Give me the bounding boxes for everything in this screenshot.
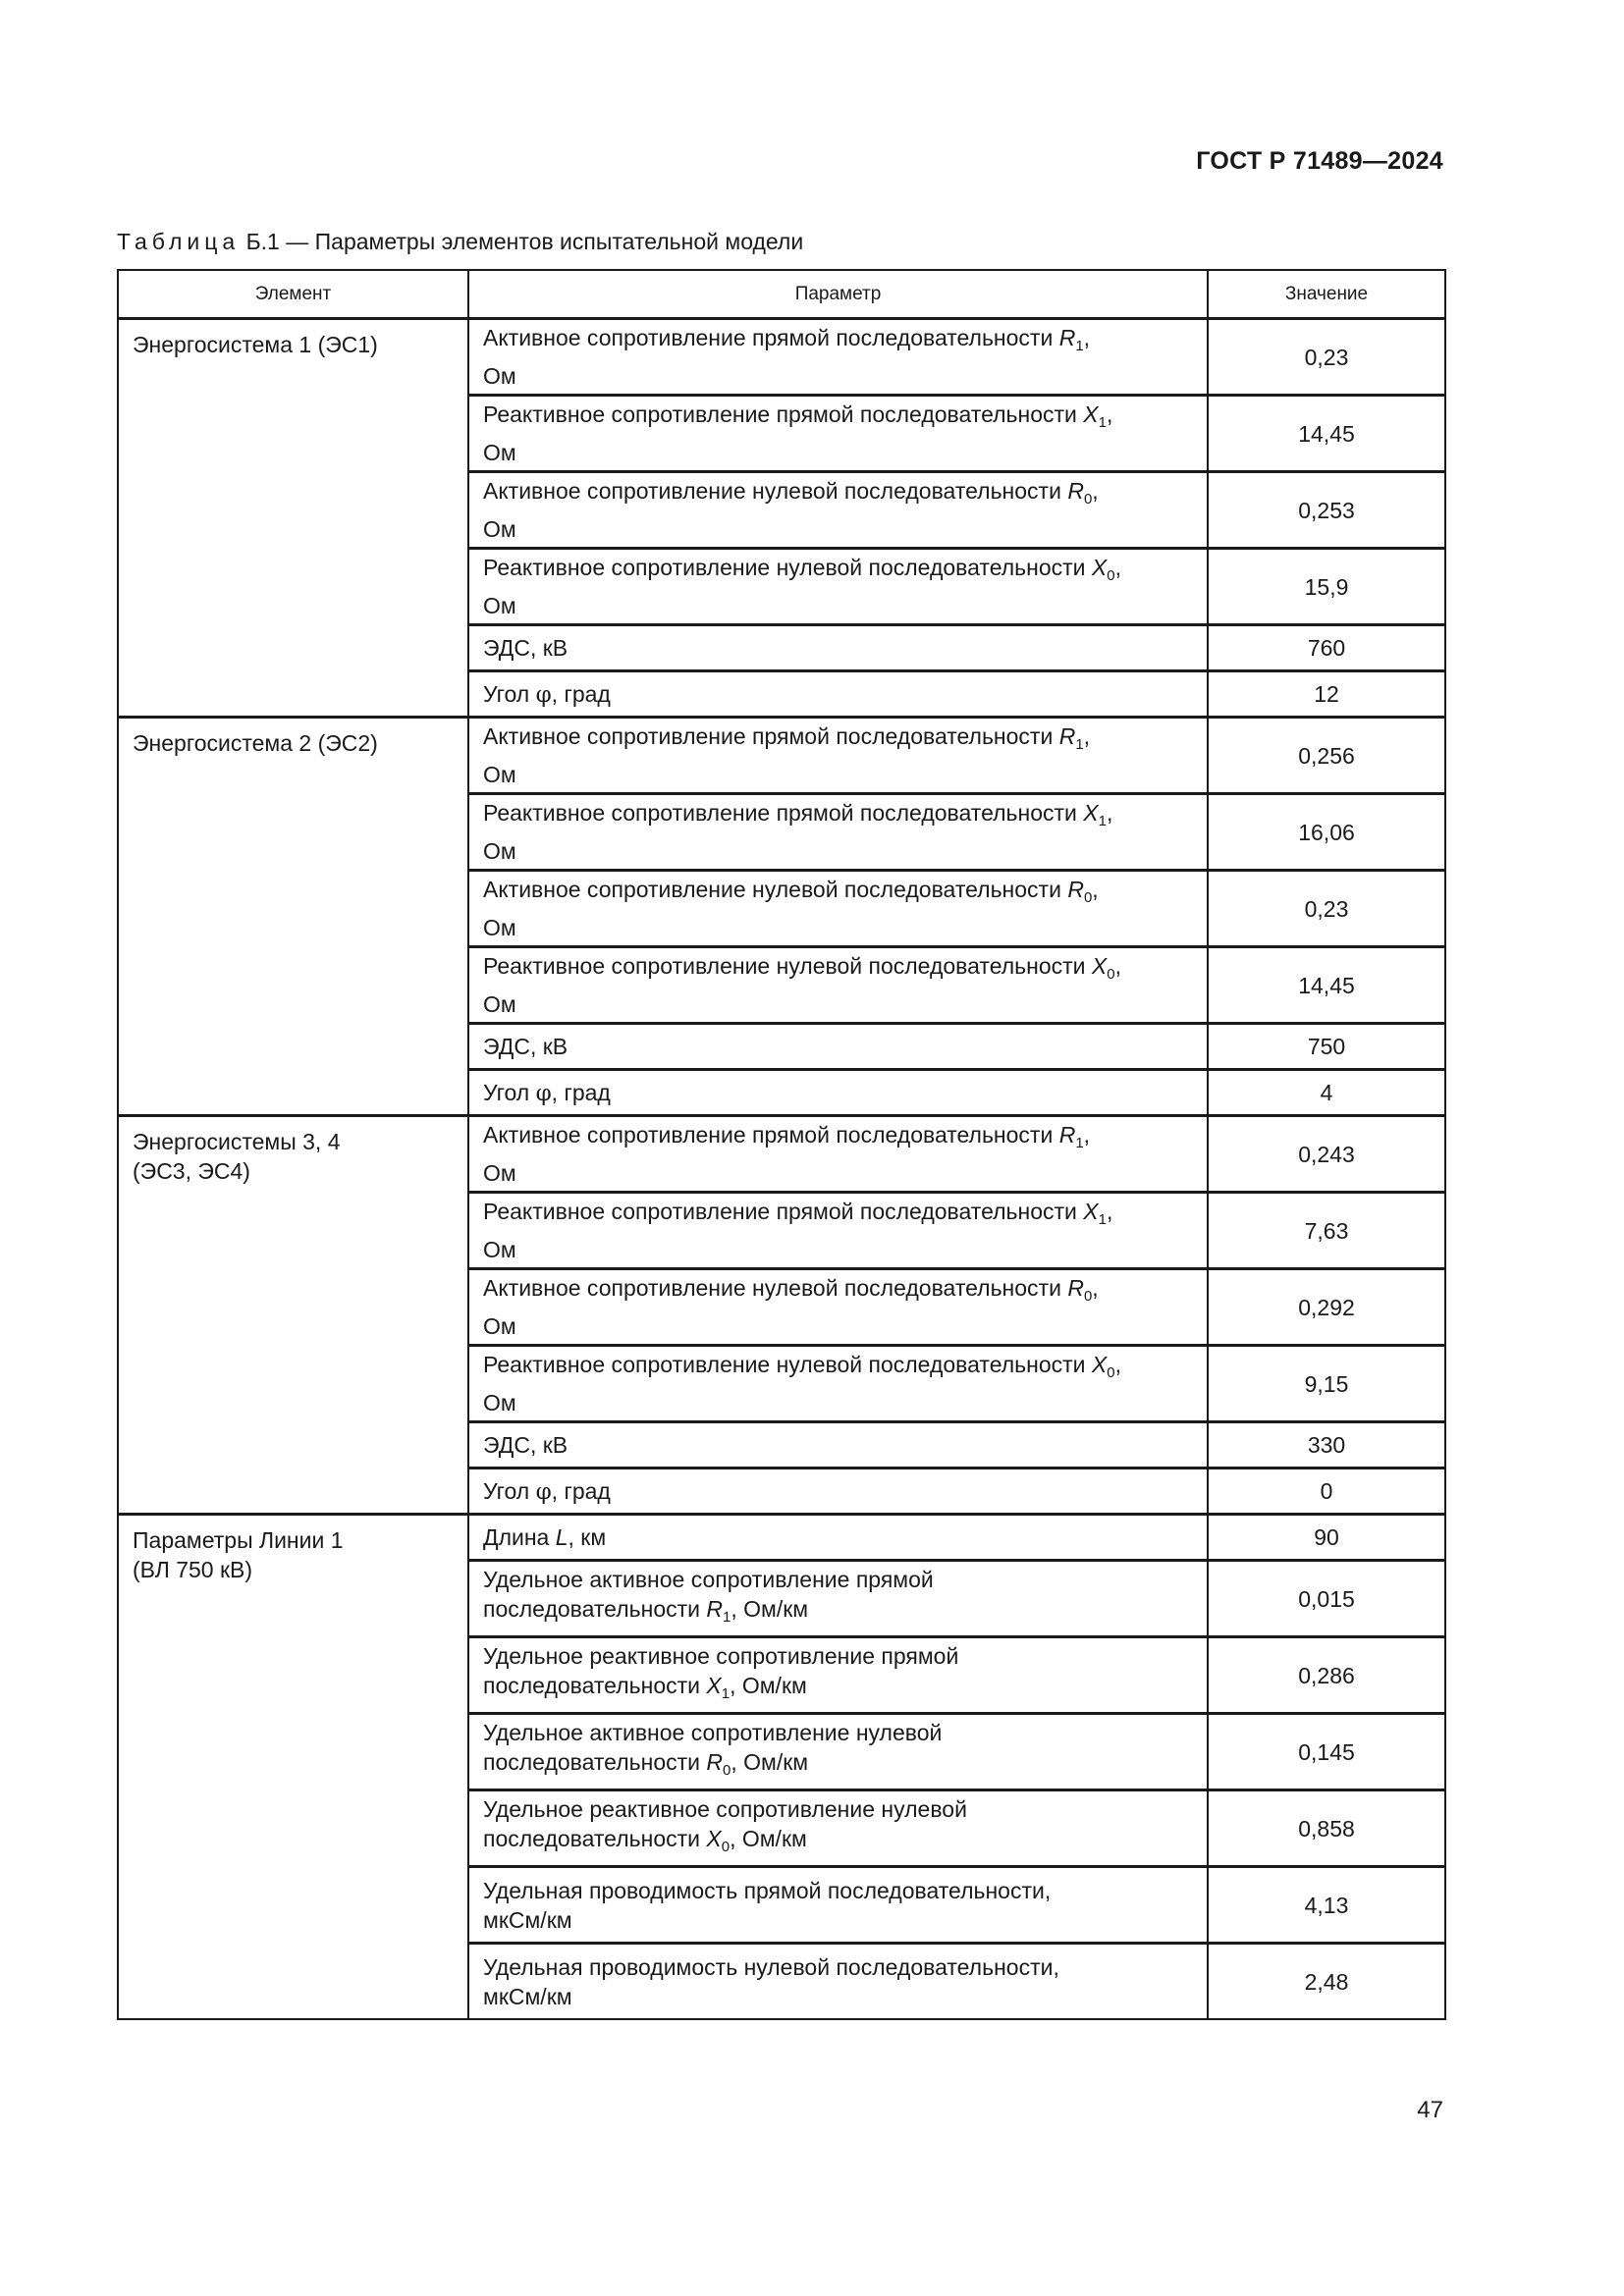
parameter-text: Удельное активное сопротивление нулевой bbox=[483, 1720, 943, 1745]
value-cell: 0,23 bbox=[1208, 319, 1445, 396]
parameter-suffix: , км bbox=[568, 1524, 607, 1550]
parameter-symbol: L bbox=[555, 1524, 568, 1550]
parameter-cell bbox=[468, 947, 1208, 1024]
parameter-greek-symbol: φ bbox=[535, 1080, 552, 1106]
parameter-text: Активное сопротивление прямой последовательности bbox=[483, 723, 1059, 749]
parameter-subscript: 1 bbox=[1075, 338, 1084, 354]
parameter-subscript: 0 bbox=[1107, 966, 1115, 983]
parameter-suffix: , bbox=[1114, 555, 1121, 580]
parameter-unit: , Ом/км bbox=[730, 1826, 807, 1851]
parameter-cell bbox=[468, 319, 1208, 396]
value-cell: 0,256 bbox=[1208, 718, 1445, 794]
parameter-symbol: X bbox=[1083, 401, 1099, 427]
column-header-parameter: Параметр bbox=[468, 270, 1208, 319]
parameter-symbol: X bbox=[1091, 555, 1108, 580]
parameter-text: Реактивное сопротивление нулевой последовательности bbox=[483, 953, 1092, 979]
parameter-text: Удельное реактивное сопротивление прямой bbox=[483, 1643, 959, 1669]
element-cell bbox=[118, 718, 468, 1116]
parameter-text: Активное сопротивление нулевой последовательности bbox=[483, 877, 1068, 902]
parameter-cell bbox=[468, 1714, 1208, 1790]
parameter-text: Удельное реактивное сопротивление нулевой bbox=[483, 1796, 967, 1822]
table-header bbox=[118, 270, 1445, 319]
table-caption-prefix: Таблица bbox=[117, 229, 241, 254]
parameter-unit: Ом bbox=[483, 838, 516, 864]
parameter-cell bbox=[468, 1269, 1208, 1346]
value-cell: 760 bbox=[1208, 625, 1445, 671]
parameter-symbol: R bbox=[1067, 478, 1084, 504]
element-name: Энергосистема 1 (ЭС1) bbox=[133, 332, 378, 357]
parameter-subscript: 0 bbox=[1107, 1364, 1115, 1381]
parameter-subscript: 0 bbox=[723, 1762, 731, 1779]
parameter-unit: Ом bbox=[483, 762, 516, 787]
parameter-subscript: 1 bbox=[1075, 736, 1084, 753]
parameter-text: Реактивное сопротивление нулевой последовательности bbox=[483, 1352, 1092, 1377]
element-name: Энергосистемы 3, 4 bbox=[133, 1129, 341, 1154]
value-cell: 90 bbox=[1208, 1515, 1445, 1561]
value-cell: 7,63 bbox=[1208, 1193, 1445, 1269]
value-cell: 14,45 bbox=[1208, 947, 1445, 1024]
parameter-cell bbox=[468, 1070, 1208, 1116]
parameter-text: ЭДС, кВ bbox=[483, 635, 568, 661]
element-cell bbox=[118, 1116, 468, 1515]
parameter-unit: , Ом/км bbox=[731, 1749, 809, 1775]
parameter-text: Угол bbox=[483, 1079, 536, 1105]
table-row bbox=[118, 319, 1445, 396]
value-cell: 0,286 bbox=[1208, 1637, 1445, 1714]
parameter-symbol: X bbox=[1091, 953, 1108, 979]
parameter-cell bbox=[468, 1637, 1208, 1714]
parameter-unit: Ом bbox=[483, 593, 516, 618]
parameter-text: Реактивное сопротивление нулевой последовательности bbox=[483, 555, 1092, 580]
value-cell: 15,9 bbox=[1208, 549, 1445, 625]
parameter-suffix: , bbox=[1114, 953, 1121, 979]
parameter-cell bbox=[468, 472, 1208, 549]
value-cell: 12 bbox=[1208, 671, 1445, 718]
parameter-subscript: 1 bbox=[1098, 813, 1107, 829]
parameter-subscript: 1 bbox=[1098, 414, 1107, 431]
parameter-text: Удельное активное сопротивление прямой bbox=[483, 1567, 934, 1592]
parameter-symbol: X bbox=[706, 1673, 722, 1698]
parameter-symbol: R bbox=[1067, 1275, 1084, 1301]
document-code: ГОСТ Р 71489—2024 bbox=[1196, 147, 1443, 175]
parameter-suffix: , bbox=[1114, 1352, 1121, 1377]
parameter-unit: Ом bbox=[483, 915, 516, 940]
parameter-cell bbox=[468, 1790, 1208, 1867]
table-header-row bbox=[118, 270, 1445, 319]
parameter-suffix: , bbox=[1106, 1199, 1113, 1224]
table-caption bbox=[117, 229, 803, 255]
value-cell: 2,48 bbox=[1208, 1944, 1445, 2020]
parameter-greek-symbol: φ bbox=[535, 681, 552, 708]
parameter-text-line2: последовательности bbox=[483, 1749, 707, 1775]
parameter-symbol: R bbox=[1067, 877, 1084, 902]
parameter-cell bbox=[468, 671, 1208, 718]
parameter-subscript: 0 bbox=[1083, 491, 1093, 507]
parameter-cell bbox=[468, 625, 1208, 671]
parameter-text: Активное сопротивление прямой последовательности bbox=[483, 325, 1059, 350]
parameter-cell bbox=[468, 871, 1208, 947]
parameter-greek-symbol: φ bbox=[535, 1478, 552, 1505]
parameter-cell bbox=[468, 1867, 1208, 1944]
table-row bbox=[118, 718, 1445, 794]
element-name-line2: (ЭС3, ЭС4) bbox=[133, 1158, 250, 1184]
parameter-symbol: X bbox=[706, 1826, 722, 1851]
parameter-cell bbox=[468, 1515, 1208, 1561]
parameter-text-line2: последовательности bbox=[483, 1673, 707, 1698]
parameter-unit: Ом bbox=[483, 1237, 516, 1262]
parameter-suffix: , bbox=[1092, 478, 1099, 504]
parameter-unit: , Ом/км bbox=[731, 1596, 809, 1622]
table-row bbox=[118, 1515, 1445, 1561]
parameter-unit: Ом bbox=[483, 363, 516, 389]
parameter-subscript: 0 bbox=[1083, 1288, 1093, 1305]
parameter-symbol: R bbox=[1058, 723, 1076, 749]
parameter-text: Угол bbox=[483, 1477, 536, 1504]
parameter-text: Активное сопротивление нулевой последовательности bbox=[483, 1275, 1068, 1301]
parameter-cell bbox=[468, 1116, 1208, 1193]
parameter-cell bbox=[468, 1468, 1208, 1515]
parameter-symbol: R bbox=[1058, 1122, 1076, 1148]
value-cell: 0,23 bbox=[1208, 871, 1445, 947]
parameter-cell bbox=[468, 1193, 1208, 1269]
parameter-text-line2: последовательности bbox=[483, 1826, 707, 1851]
parameter-cell bbox=[468, 718, 1208, 794]
parameter-symbol: R bbox=[706, 1749, 724, 1775]
value-cell: 14,45 bbox=[1208, 396, 1445, 472]
parameter-subscript: 0 bbox=[1083, 889, 1093, 906]
value-cell: 4,13 bbox=[1208, 1867, 1445, 1944]
value-cell: 0,015 bbox=[1208, 1561, 1445, 1637]
parameter-symbol: R bbox=[706, 1596, 724, 1622]
parameter-subscript: 0 bbox=[1107, 567, 1115, 584]
parameter-suffix: , bbox=[1083, 1122, 1091, 1148]
parameter-suffix: , bbox=[1106, 800, 1113, 826]
parameter-suffix: , bbox=[1083, 723, 1091, 749]
parameter-text: Реактивное сопротивление прямой последовательности bbox=[483, 800, 1084, 826]
parameter-suffix: , bbox=[1106, 401, 1113, 427]
parameter-unit: Ом bbox=[483, 440, 516, 465]
element-name: Энергосистема 2 (ЭС2) bbox=[133, 730, 378, 756]
value-cell: 0,253 bbox=[1208, 472, 1445, 549]
parameter-cell bbox=[468, 396, 1208, 472]
parameter-suffix: , bbox=[1092, 1275, 1099, 1301]
element-name-line2: (ВЛ 750 кВ) bbox=[133, 1557, 253, 1582]
parameter-unit: Ом bbox=[483, 1313, 516, 1339]
parameter-subscript: 1 bbox=[721, 1685, 731, 1702]
parameter-suffix: , град bbox=[551, 1079, 611, 1105]
value-cell: 4 bbox=[1208, 1070, 1445, 1116]
parameter-symbol: X bbox=[1083, 800, 1099, 826]
parameter-symbol: X bbox=[1083, 1199, 1099, 1224]
parameter-cell bbox=[468, 1346, 1208, 1422]
value-cell: 0,243 bbox=[1208, 1116, 1445, 1193]
parameter-subscript: 1 bbox=[1075, 1135, 1084, 1151]
parameter-text: Активное сопротивление прямой последовательности bbox=[483, 1122, 1059, 1148]
column-header-value: Значение bbox=[1208, 270, 1445, 319]
parameter-symbol: R bbox=[1058, 325, 1076, 350]
parameter-cell bbox=[468, 1422, 1208, 1468]
parameter-text: Угол bbox=[483, 680, 536, 707]
parameter-suffix: , bbox=[1092, 877, 1099, 902]
parameter-cell bbox=[468, 1561, 1208, 1637]
value-cell: 750 bbox=[1208, 1024, 1445, 1070]
parameter-subscript: 1 bbox=[1098, 1211, 1107, 1228]
parameter-unit: Ом bbox=[483, 991, 516, 1017]
parameter-text: ЭДС, кВ bbox=[483, 1432, 568, 1458]
value-cell: 330 bbox=[1208, 1422, 1445, 1468]
element-cell bbox=[118, 1515, 468, 2020]
parameter-unit: Ом bbox=[483, 516, 516, 542]
table-row bbox=[118, 1116, 1445, 1193]
parameter-text-line2: последовательности bbox=[483, 1596, 707, 1622]
value-cell: 9,15 bbox=[1208, 1346, 1445, 1422]
parameter-text: Реактивное сопротивление прямой последовательности bbox=[483, 1199, 1084, 1224]
element-name: Параметры Линии 1 bbox=[133, 1527, 344, 1553]
parameter-unit: Ом bbox=[483, 1390, 516, 1415]
parameter-subscript: 1 bbox=[723, 1609, 731, 1626]
table-body bbox=[118, 319, 1445, 2020]
parameter-unit: , Ом/км bbox=[730, 1673, 807, 1698]
parameter-text: ЭДС, кВ bbox=[483, 1034, 568, 1059]
table-caption-text: Б.1 — Параметры элементов испытательной модели bbox=[240, 229, 804, 254]
parameter-unit: Ом bbox=[483, 1160, 516, 1186]
page-number: 47 bbox=[1417, 2097, 1443, 2123]
parameter-unit: мкСм/км bbox=[483, 1983, 572, 2009]
parameter-cell bbox=[468, 549, 1208, 625]
parameter-symbol: X bbox=[1091, 1352, 1108, 1377]
parameter-text: Длина bbox=[483, 1524, 556, 1550]
value-cell: 16,06 bbox=[1208, 794, 1445, 871]
parameter-suffix: , град bbox=[551, 1477, 611, 1504]
element-cell bbox=[118, 319, 468, 718]
parameter-suffix: , град bbox=[551, 680, 611, 707]
parameter-text: Удельная проводимость нулевой последовательности, bbox=[483, 1953, 1059, 1980]
value-cell: 0 bbox=[1208, 1468, 1445, 1515]
parameter-cell bbox=[468, 794, 1208, 871]
value-cell: 0,858 bbox=[1208, 1790, 1445, 1867]
parameter-cell bbox=[468, 1024, 1208, 1070]
parameter-text: Реактивное сопротивление прямой последовательности bbox=[483, 401, 1084, 427]
parameter-cell bbox=[468, 1944, 1208, 2020]
parameter-unit: мкСм/км bbox=[483, 1906, 572, 1933]
column-header-element: Элемент bbox=[118, 270, 468, 319]
parameter-suffix: , bbox=[1083, 325, 1091, 350]
parameter-text: Активное сопротивление нулевой последовательности bbox=[483, 478, 1068, 504]
parameter-text: Удельная проводимость прямой последовательности, bbox=[483, 1877, 1052, 1903]
parameter-subscript: 0 bbox=[721, 1839, 731, 1855]
parameters-table bbox=[117, 269, 1446, 2020]
value-cell: 0,292 bbox=[1208, 1269, 1445, 1346]
value-cell: 0,145 bbox=[1208, 1714, 1445, 1790]
